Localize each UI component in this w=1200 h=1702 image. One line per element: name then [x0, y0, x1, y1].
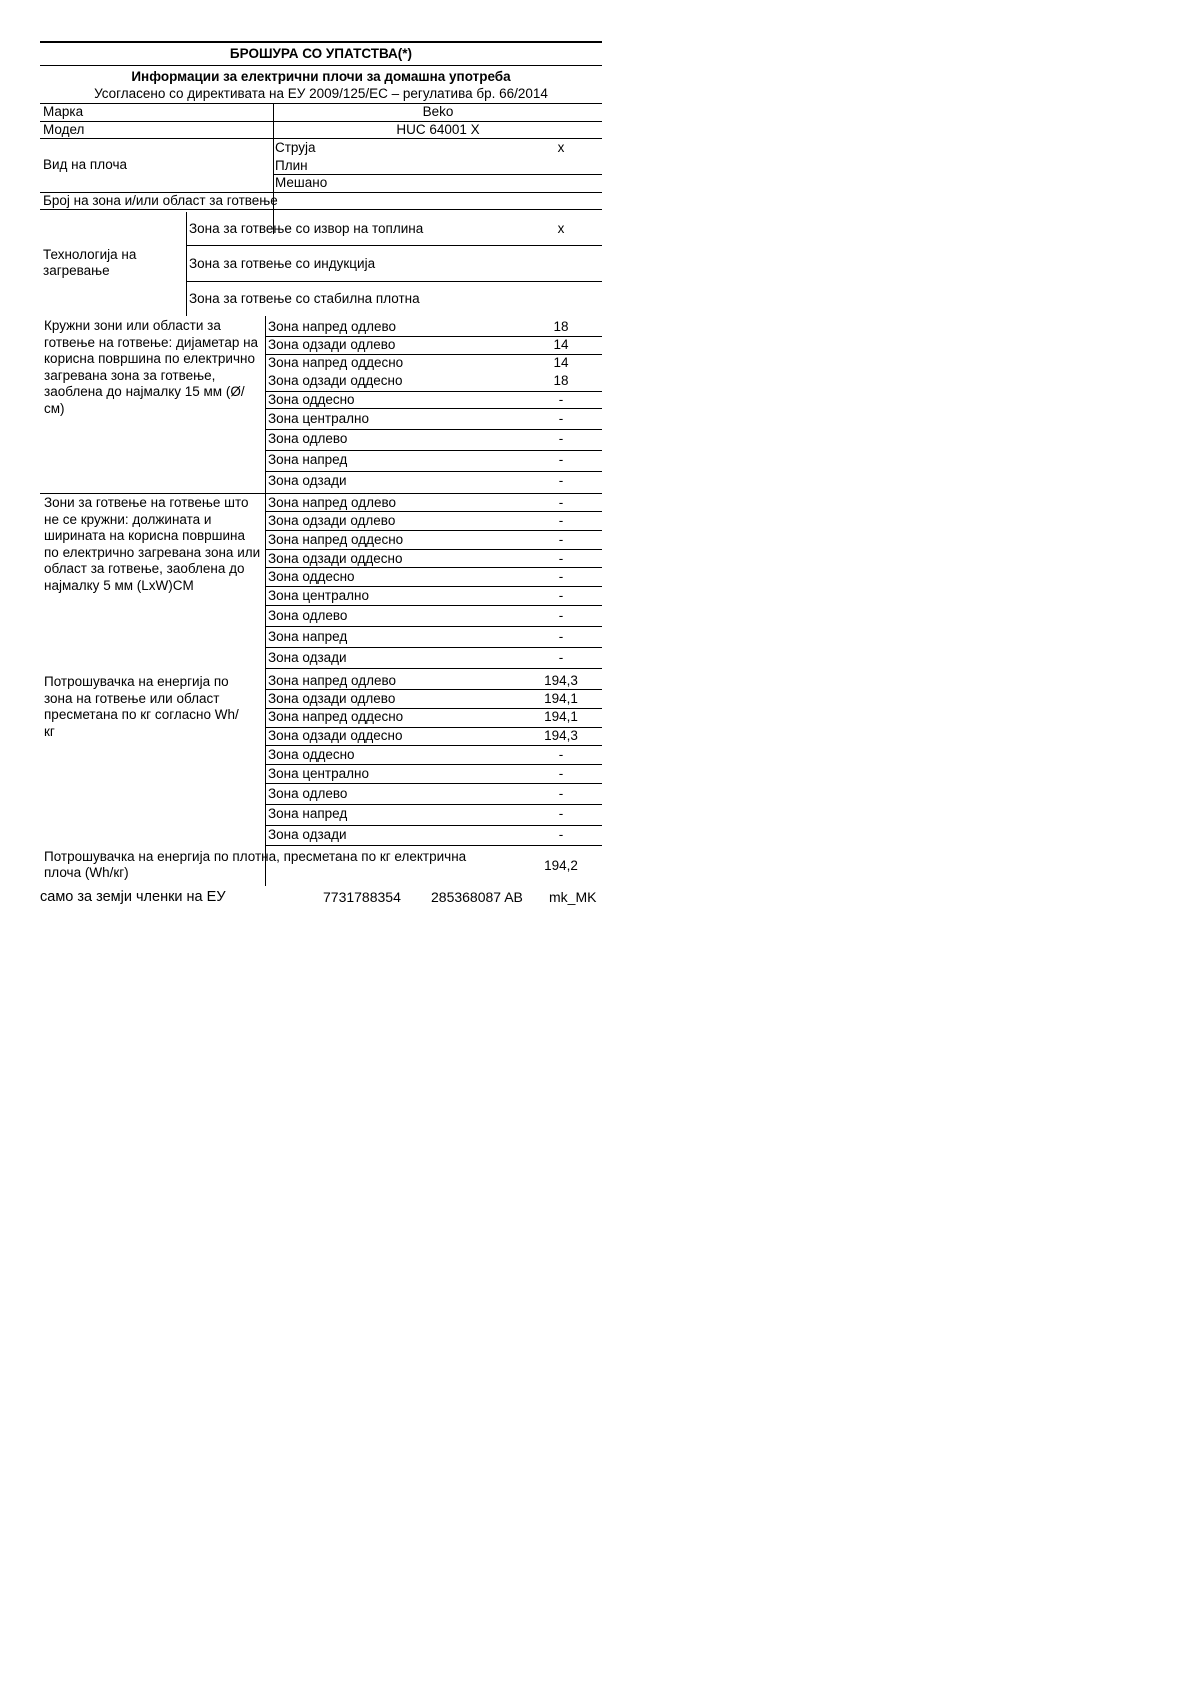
zone-value: - [558, 551, 564, 566]
zone-value: 194,1 [544, 709, 578, 724]
column-divider [186, 212, 187, 316]
zone-value: - [558, 588, 564, 603]
zone-value: - [558, 806, 564, 821]
zone-value: - [558, 392, 564, 407]
zone-name: Зона одзади оддесно [268, 728, 403, 743]
hob-type-option: Плин [275, 158, 308, 173]
divider [40, 138, 602, 139]
brand-value: Beko [422, 104, 454, 119]
zones-count-label: Број на зона и/или област за готвење [43, 193, 278, 208]
zone-value: - [558, 473, 564, 488]
row-divider [265, 647, 602, 648]
zone-value: - [558, 608, 564, 623]
row-divider [265, 429, 602, 430]
zone-value: - [558, 827, 564, 842]
heating-tech-option: Зона за готвење со индукција [189, 256, 376, 271]
zone-value: - [558, 495, 564, 510]
row-divider [265, 689, 602, 690]
zone-name: Зона напред одлево [268, 319, 396, 334]
zone-name: Зона одзади одлево [268, 691, 396, 706]
zone-value: 194,3 [544, 728, 578, 743]
divider [40, 209, 602, 210]
zone-value: - [558, 452, 564, 467]
row-divider [265, 511, 602, 512]
zone-name: Зона напред оддесно [268, 355, 404, 370]
row-divider [265, 471, 602, 472]
row-divider [265, 605, 602, 606]
row-divider [265, 745, 602, 746]
divider [40, 65, 602, 66]
zone-name: Зона централно [268, 766, 369, 781]
zone-value: - [558, 747, 564, 762]
row-divider [265, 783, 602, 784]
zone-name: Зона одлево [268, 608, 348, 623]
row-divider [265, 493, 602, 494]
row-divider [265, 549, 602, 550]
row-divider [265, 668, 602, 669]
zone-name: Зона централно [268, 411, 369, 426]
brand-label: Марка [43, 104, 84, 119]
divider [186, 281, 602, 282]
zone-name: Зона оддесно [268, 569, 355, 584]
hob-type-label: Вид на плоча [43, 157, 127, 172]
zone-name: Зона одзади одлево [268, 337, 396, 352]
column-divider [265, 316, 266, 886]
row-divider [265, 408, 602, 409]
zone-name: Зона одлево [268, 431, 348, 446]
zone-name: Зона напред [268, 629, 348, 644]
zone-name: Зона оддесно [268, 392, 355, 407]
noncircular-zones-label: Зони за готвење на готвење што не се кружни: должината и ширината на корисна површина по електрично загревана зона или област за готвење, заоблена до најмалку 5 мм (LxW)CM [44, 495, 261, 593]
row-divider [265, 586, 602, 587]
zone-value: 14 [553, 337, 569, 352]
zone-value: - [558, 513, 564, 528]
hob-type-option: Мешано [275, 175, 328, 190]
zone-name: Зона одзади оддесно [268, 373, 403, 388]
row-divider [265, 764, 602, 765]
zone-value: - [558, 650, 564, 665]
zone-name: Зона одзади [268, 473, 347, 488]
row-divider [265, 804, 602, 805]
top-border [40, 41, 602, 43]
divider [186, 245, 602, 246]
zone-name: Зона напред оддесно [268, 709, 404, 724]
zone-value: - [558, 532, 564, 547]
zone-name: Зона оддесно [268, 747, 355, 762]
row-divider [265, 530, 602, 531]
circular-zones-label: Кружни зони или области за готвење на готвење: дијаметар на корисна површина по електрично загревана зона за готвење, заоблена до најмалку 15 мм (Ø/см) [44, 318, 259, 416]
document-title: БРОШУРА СО УПАТСТВА(*) [229, 46, 413, 61]
regulation-text: Усогласено со директивата на ЕУ 2009/125/ЕС – регулатива бр. 66/2014 [94, 86, 548, 101]
zone-name: Зона одзади одлево [268, 513, 396, 528]
zone-value: 194,1 [544, 691, 578, 706]
zone-value: 18 [553, 373, 569, 388]
zone-name: Зона напред одлево [268, 495, 396, 510]
zone-value: 194,3 [544, 673, 578, 688]
zone-name: Зона напред [268, 806, 348, 821]
zone-value: - [558, 629, 564, 644]
hob-type-option: Струја [275, 140, 316, 155]
energy-zone-label: Потрошувачка на енергија по зона на готвење или област пресметана по кг согласно Wh/кг [44, 674, 239, 739]
zone-value: 14 [553, 355, 569, 370]
heating-tech-option: Зона за готвење со стабилна плотна [189, 291, 420, 306]
zone-value: - [558, 411, 564, 426]
hob-type-mark: x [557, 140, 565, 155]
zone-name: Зона напред одлево [268, 673, 396, 688]
model-label: Модел [43, 122, 85, 137]
zone-name: Зона напред оддесно [268, 532, 404, 547]
row-divider [265, 450, 602, 451]
zone-value: - [558, 431, 564, 446]
row-divider [265, 845, 602, 846]
divider [40, 493, 266, 494]
zone-name: Зона одзади [268, 650, 347, 665]
document-subtitle: Информации за електрични плочи за домашна употреба [131, 69, 511, 84]
locale-code: mk_MK [549, 889, 597, 905]
zone-name: Зона одзади оддесно [268, 551, 403, 566]
zone-value: - [558, 766, 564, 781]
zone-name: Зона централно [268, 588, 369, 603]
zone-value: - [558, 569, 564, 584]
doc-code: 7731788354 [323, 889, 401, 905]
row-divider [265, 567, 602, 568]
row-divider [265, 825, 602, 826]
row-divider [265, 626, 602, 627]
eu-note: само за земји членки на ЕУ [40, 889, 226, 905]
zone-value: - [558, 786, 564, 801]
model-value: HUC 64001 X [396, 122, 480, 137]
doc-code-2: 285368087 AB [431, 889, 523, 905]
zone-name: Зона одлево [268, 786, 348, 801]
energy-hob-label: Потрошувачка на енергија по плотна, пресметана по кг електрична плоча (Wh/кг) [44, 849, 467, 880]
heating-tech-mark: x [557, 221, 565, 236]
zone-name: Зона одзади [268, 827, 347, 842]
heating-tech-label: Технологија на загревање [43, 247, 137, 278]
zone-name: Зона напред [268, 452, 348, 467]
energy-hob-value: 194,2 [544, 858, 578, 873]
zone-value: 18 [553, 319, 569, 334]
column-divider [273, 103, 274, 234]
heating-tech-option: Зона за готвење со извор на топлина [189, 221, 424, 236]
